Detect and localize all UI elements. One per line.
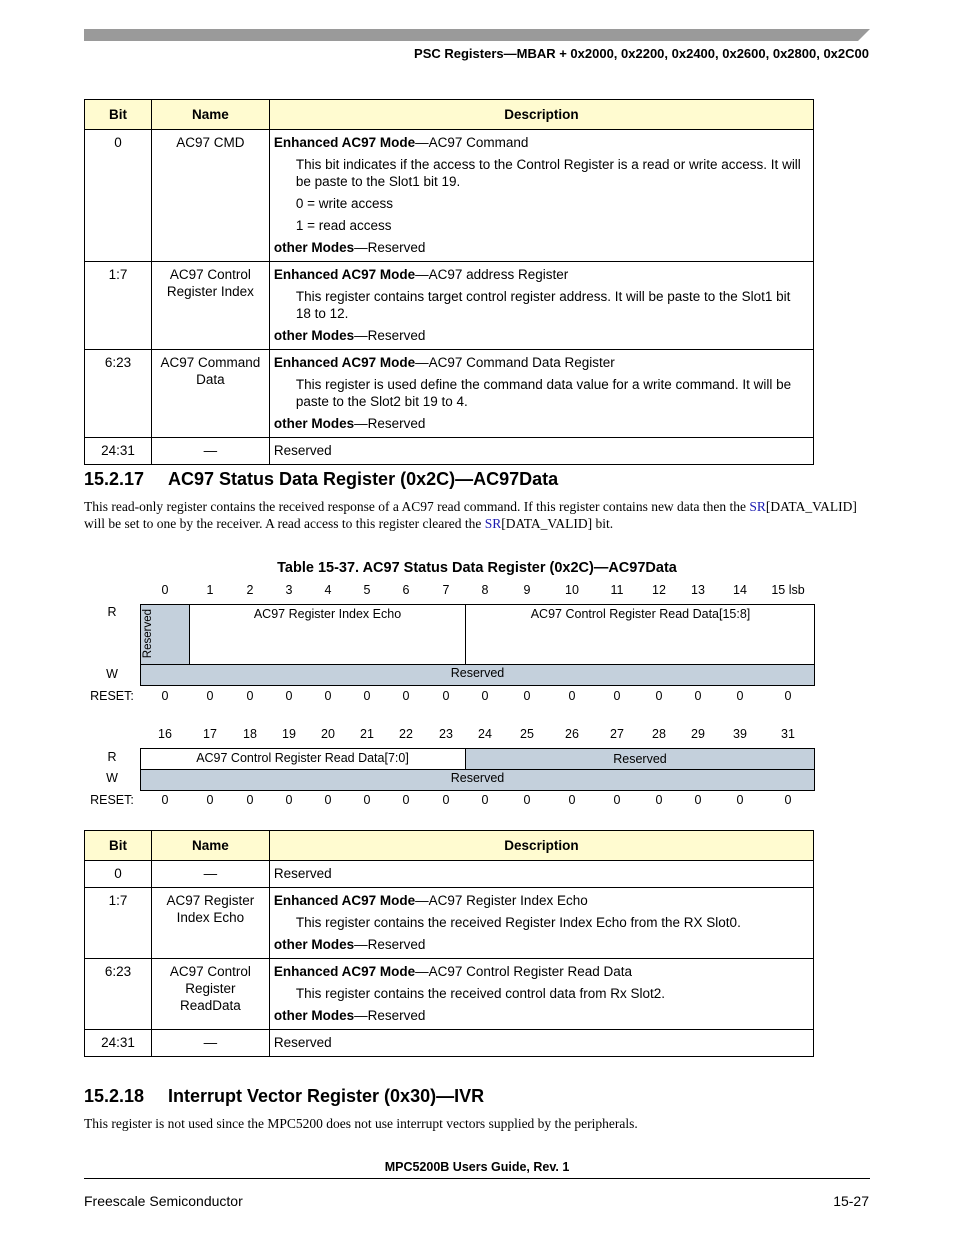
bit-number: 18 <box>243 727 257 741</box>
mode-text: —AC97 Register Index Echo <box>415 893 588 908</box>
reset-value: 0 <box>442 689 450 703</box>
field-label: Reserved <box>142 609 154 659</box>
name-cell: AC97 CMD <box>151 130 269 262</box>
table-row <box>85 888 814 959</box>
field-read-data-low: AC97 Control Register Read Data[7:0] <box>140 748 466 770</box>
table-row <box>85 262 814 350</box>
bit-number: 3 <box>285 583 293 597</box>
mode-text: —Reserved <box>354 240 426 255</box>
reset-value: 0 <box>784 793 792 807</box>
bitfield-table-ac97-status-data <box>84 830 814 1057</box>
paragraph-text: [DATA_VALID] bit. <box>501 516 614 531</box>
mode-label: Enhanced AC97 Mode <box>273 135 416 150</box>
bit-number: 0 <box>161 583 169 597</box>
reset-value: 0 <box>613 793 621 807</box>
mode-text: —Reserved <box>354 937 426 952</box>
description-cell: Reserved <box>269 1030 813 1057</box>
bit-number: 27 <box>610 727 624 741</box>
table-header-row <box>85 831 814 861</box>
section-paragraph: This register is not used since the MPC5200 does not use interrupt vectors supplied by the peripherals. <box>84 1116 638 1131</box>
reset-value: 0 <box>784 689 792 703</box>
reset-value: 0 <box>402 793 410 807</box>
bit-number: 10 <box>565 583 579 597</box>
reset-value: 0 <box>523 793 531 807</box>
bit-number: 24 <box>478 727 492 741</box>
paragraph-text: [DATA_VALID] will be set to one by the receiver. A read access to this register cleared the <box>84 499 857 531</box>
field-reserved-low: Reserved <box>466 749 814 769</box>
row-label-reset: RESET: <box>90 689 134 703</box>
bit-number: 22 <box>399 727 413 741</box>
reset-value: 0 <box>694 689 702 703</box>
reset-values-top <box>84 689 824 705</box>
detail-text: This register contains the received Register Index Echo from the RX Slot0. <box>295 915 741 930</box>
bit-number: 26 <box>565 727 579 741</box>
section-number: 15.2.18 <box>84 1086 145 1106</box>
bit-number: 17 <box>203 727 217 741</box>
field-write-reserved: Reserved <box>450 666 505 680</box>
row-label-reset: RESET: <box>90 793 134 807</box>
row-label-r: R <box>107 750 117 764</box>
bit-number: 11 <box>610 583 624 597</box>
section-title: AC97 Status Data Register (0x2C)—AC97Data <box>168 469 559 489</box>
reset-value: 0 <box>481 793 489 807</box>
section-heading <box>84 1086 484 1107</box>
reset-value: 0 <box>246 689 254 703</box>
mode-label: Enhanced AC97 Mode <box>273 267 416 282</box>
footer-divider <box>84 1178 870 1179</box>
bit-cell: 1:7 <box>85 888 152 959</box>
reset-value: 0 <box>206 793 214 807</box>
name-cell: AC97 Control Register Index <box>151 262 269 350</box>
description-cell <box>269 350 813 438</box>
reset-value: 0 <box>568 689 576 703</box>
reset-value: 0 <box>568 793 576 807</box>
reset-value: 0 <box>481 689 489 703</box>
name-cell: — <box>151 438 269 465</box>
bit-number: 16 <box>158 727 172 741</box>
mode-label: other Modes <box>273 240 355 255</box>
mode-label: other Modes <box>273 937 355 952</box>
mode-label: Enhanced AC97 Mode <box>273 964 416 979</box>
table-caption: Table 15-37. AC97 Status Data Register (0x2C)—AC97Data <box>277 560 677 576</box>
field-register-index-echo: AC97 Register Index Echo <box>190 604 466 665</box>
header-bar <box>84 29 870 41</box>
bit-number: 31 <box>781 727 795 741</box>
mode-label: other Modes <box>273 328 355 343</box>
reset-value: 0 <box>655 689 663 703</box>
bit-numbers-top <box>84 583 824 599</box>
reset-value: 0 <box>161 793 169 807</box>
name-cell: AC97 Command Data <box>151 350 269 438</box>
mode-text: —AC97 address Register <box>415 267 569 282</box>
footer-page-number: 15-27 <box>833 1193 869 1209</box>
reset-value: 0 <box>363 793 371 807</box>
mode-text: —Reserved <box>354 328 426 343</box>
bit-cell: 0 <box>85 130 152 262</box>
header-bit: Bit <box>85 100 152 130</box>
table-row <box>85 861 814 888</box>
reset-value: 0 <box>613 689 621 703</box>
reset-value: 0 <box>324 793 332 807</box>
mode-label: other Modes <box>273 1008 355 1023</box>
header-bit: Bit <box>85 831 152 861</box>
mode-text: —AC97 Command Data Register <box>415 355 615 370</box>
bit-number: 29 <box>691 727 705 741</box>
bit-number: 21 <box>360 727 374 741</box>
bit-number: 6 <box>402 583 410 597</box>
bit-number: 9 <box>523 583 531 597</box>
detail-text: 0 = write access <box>295 196 394 211</box>
field-read-data-high: AC97 Control Register Read Data[15:8] <box>530 607 751 621</box>
name-cell: AC97 Control Register ReadData <box>151 959 269 1030</box>
header-name: Name <box>151 831 269 861</box>
reset-value: 0 <box>285 793 293 807</box>
table-row <box>85 959 814 1030</box>
table-row <box>85 350 814 438</box>
reset-value: 0 <box>363 689 371 703</box>
sr-link[interactable]: SR <box>749 499 766 514</box>
reset-value: 0 <box>161 689 169 703</box>
mode-label: Enhanced AC97 Mode <box>273 355 416 370</box>
field-write-reserved: Reserved <box>450 771 505 785</box>
mode-text: —AC97 Control Register Read Data <box>415 964 632 979</box>
mode-label: other Modes <box>273 416 355 431</box>
bit-number: 39 <box>733 727 747 741</box>
name-cell: — <box>151 861 269 888</box>
detail-text: This register contains target control register address. It will be paste to the Slot1 bit 18 to 12. <box>295 289 791 321</box>
mode-text: —AC97 Command <box>415 135 529 150</box>
bitfield-table-ac97-command <box>84 99 814 465</box>
field-reserved-bit0 <box>141 605 190 664</box>
description-cell <box>269 959 813 1030</box>
bit-number: 23 <box>439 727 453 741</box>
description-cell <box>269 888 813 959</box>
bit-numbers-bottom <box>84 727 824 743</box>
section-title: Interrupt Vector Register (0x30)—IVR <box>168 1086 485 1106</box>
sr-link[interactable]: SR <box>484 516 502 531</box>
reset-value: 0 <box>694 793 702 807</box>
description-cell <box>269 262 813 350</box>
bit-number: 15 lsb <box>771 583 805 597</box>
reset-value: 0 <box>246 793 254 807</box>
footer-title: MPC5200B Users Guide, Rev. 1 <box>384 1160 570 1174</box>
mode-text: —Reserved <box>354 1008 426 1023</box>
table-header-row <box>85 100 814 130</box>
reset-value: 0 <box>285 689 293 703</box>
reset-value: 0 <box>402 689 410 703</box>
header-description: Description <box>269 100 813 130</box>
table-row <box>85 438 814 465</box>
bit-number: 20 <box>321 727 335 741</box>
description-cell: Reserved <box>269 438 813 465</box>
detail-text: 1 = read access <box>295 218 392 233</box>
detail-text: This register is used define the command data value for a write command. It will be paste to the Slot2 bit 19 to 4. <box>295 377 792 409</box>
bit-cell: 6:23 <box>85 959 152 1030</box>
bit-number: 28 <box>652 727 666 741</box>
reset-value: 0 <box>442 793 450 807</box>
reset-value: 0 <box>736 793 744 807</box>
row-label-w: W <box>106 771 118 785</box>
description-cell <box>269 130 813 262</box>
description-cell: Reserved <box>269 861 813 888</box>
mode-text: —Reserved <box>354 416 426 431</box>
bit-number: 13 <box>691 583 705 597</box>
bit-number: 5 <box>363 583 371 597</box>
section-number: 15.2.17 <box>84 469 145 489</box>
section-heading <box>84 469 558 490</box>
reset-value: 0 <box>523 689 531 703</box>
reset-value: 0 <box>324 689 332 703</box>
row-label-r: R <box>107 605 117 619</box>
bit-cell: 24:31 <box>85 438 152 465</box>
reset-value: 0 <box>655 793 663 807</box>
bit-number: 2 <box>246 583 254 597</box>
bit-cell: 0 <box>85 861 152 888</box>
bit-cell: 24:31 <box>85 1030 152 1057</box>
paragraph-text: This read-only register contains the received response of a AC97 read command. If this register contains new data then the <box>84 499 750 514</box>
reset-values-bottom <box>84 793 824 809</box>
bit-number: 7 <box>442 583 450 597</box>
bit-number: 25 <box>520 727 534 741</box>
detail-text: This register contains the received control data from Rx Slot2. <box>295 986 666 1001</box>
section-paragraph <box>84 498 870 532</box>
register-diagram <box>84 582 824 812</box>
footer-company: Freescale Semiconductor <box>84 1193 243 1209</box>
mode-label: Enhanced AC97 Mode <box>273 893 416 908</box>
bit-number: 14 <box>733 583 747 597</box>
bit-number: 4 <box>324 583 332 597</box>
table-row <box>85 130 814 262</box>
header-description: Description <box>269 831 813 861</box>
reset-value: 0 <box>736 689 744 703</box>
table-row <box>85 1030 814 1057</box>
bit-cell: 1:7 <box>85 262 152 350</box>
name-cell: AC97 Register Index Echo <box>151 888 269 959</box>
header-name: Name <box>151 100 269 130</box>
bit-number: 1 <box>206 583 214 597</box>
bit-cell: 6:23 <box>85 350 152 438</box>
name-cell: — <box>151 1030 269 1057</box>
bit-number: 8 <box>481 583 489 597</box>
page-header-title: PSC Registers—MBAR + 0x2000, 0x2200, 0x2400, 0x2600, 0x2800, 0x2C00 <box>414 46 869 61</box>
row-label-w: W <box>106 667 118 681</box>
bit-number: 19 <box>282 727 296 741</box>
bit-number: 12 <box>652 583 666 597</box>
reset-value: 0 <box>206 689 214 703</box>
detail-text: This bit indicates if the access to the Control Register is a read or write access. It will be paste to the Slot1 bit 19. <box>295 157 801 189</box>
